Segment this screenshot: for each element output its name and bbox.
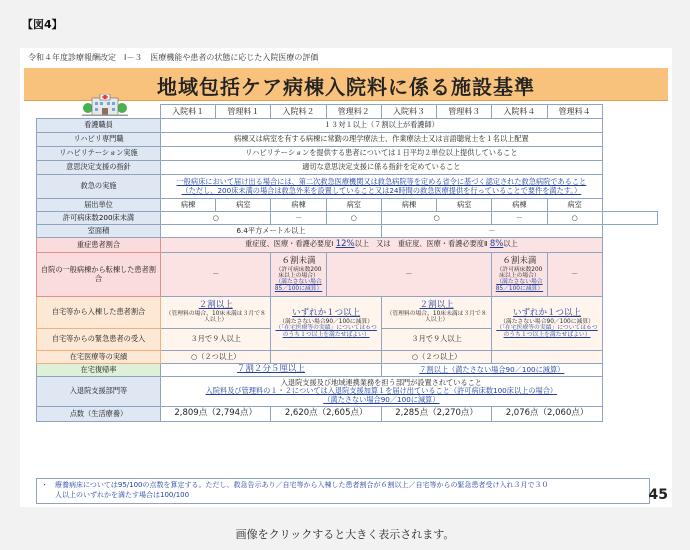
row-value xyxy=(161,175,603,199)
cell: － xyxy=(326,253,492,297)
cell: 病棟 xyxy=(381,199,436,212)
cell: 病室 xyxy=(216,199,271,212)
cell: ７割２分５厘以上 xyxy=(161,364,382,377)
cell: － xyxy=(271,212,326,225)
cell: ３月で９人以上 xyxy=(161,329,271,351)
table-row xyxy=(37,175,658,199)
row-label: 自院の一般病棟から転棟した患者割合 xyxy=(37,253,161,297)
cell: ○ xyxy=(547,212,602,225)
cell: － xyxy=(492,212,547,225)
table-row xyxy=(37,364,658,377)
cell: ２割以上 （管理料の場合、10床未満は３月で８人以上） xyxy=(381,297,491,329)
row-label: 看護職員 xyxy=(37,119,161,133)
transfer-box: ６割未満 （許可病床数200床以上の場合） （満たさない場合85／100に減算） xyxy=(492,253,547,297)
cell: 2,076点（2,060点） xyxy=(492,407,602,422)
cell: ○（２つ以上） xyxy=(161,351,271,364)
cell: ○ xyxy=(381,212,491,225)
footnote: ・ 療養病床については95/100の点数を算定する。ただし、救急告示あり／自宅等から入棟した患者割合が６割以上／自宅等からの緊急患者受け入れ３月で３０ 人以上のいずれかを満たす場合は100/100 xyxy=(36,478,650,504)
transfer-box: ６割未満 （許可病床数200床以上の場合） （満たさない場合85／100に減算） xyxy=(271,253,326,297)
row-value: １３対１以上（７割以上が看護師） xyxy=(161,119,603,133)
row-label: 点数（生活療養） xyxy=(37,407,161,422)
cell: 2,809点（2,794点） xyxy=(161,407,271,422)
severity-value-1: 12% xyxy=(335,239,355,250)
slide-header: 令和４年度診療報酬改定 Ⅰ－３ 医療機能や患者の状態に応じた入院医療の評価 xyxy=(28,53,319,62)
table-row xyxy=(37,133,658,147)
col-header: 管理料３ xyxy=(437,105,492,119)
cell: 2,285点（2,270点） xyxy=(381,407,491,422)
image-caption: 画像をクリックすると大きく表示されます。 xyxy=(235,528,455,541)
table-row xyxy=(37,407,658,422)
severity-value-2: 8% xyxy=(489,239,504,250)
col-header: 入院料３ xyxy=(381,105,436,119)
row-label: 在宅医療等の実績 xyxy=(37,351,161,364)
emergency-requirement: 一般病床において届け出る場合には、第二次救急医療機関又は救急病院等を定める省令に基づく認定された救急病院であること xyxy=(176,177,587,187)
cell: － xyxy=(381,225,602,238)
cell: ○ xyxy=(326,212,381,225)
col-header: 入院料１ xyxy=(161,105,216,119)
cell: 2,620点（2,605点） xyxy=(271,407,381,422)
row-label: 室面積 xyxy=(37,225,161,238)
either-box: いずれか１つ以上 （満たさない場合90／100に減算） （「在宅医療等の実績」については６つのうち１つ以上を満たせばよい） xyxy=(492,297,602,351)
criteria-table xyxy=(36,104,658,422)
cell: 病室 xyxy=(326,199,381,212)
row-label: 入退院支援部門等 xyxy=(37,377,161,407)
row-value: 病棟又は病室を有する病棟に常勤の理学療法士、作業療法士又は言語聴覚士を１名以上配置 xyxy=(161,133,603,147)
table-row xyxy=(37,225,658,238)
row-value: 重症度、医療・看護必要度Ⅰ 12%以上 又は 重症度、医療・看護必要度Ⅱ 8%以上 xyxy=(161,238,603,253)
cell: ○ xyxy=(161,212,271,225)
row-label: 重症患者割合 xyxy=(37,238,161,253)
table-row xyxy=(37,161,658,175)
col-header: 管理料１ xyxy=(216,105,271,119)
table-row xyxy=(37,297,658,329)
emergency-exception: （ただし、200床未満の場合は救急外来を設置していること又は24時間の救急医療提供を行っていることで要件を満たす。） xyxy=(181,185,582,195)
cell xyxy=(271,351,381,364)
table-row xyxy=(37,351,658,364)
cell: 6.4平方メートル以上 xyxy=(161,225,382,238)
cell: ２割以上 （管理料の場合、10床未満は３月で８人以上） xyxy=(161,297,271,329)
page-number: 45 xyxy=(648,487,668,503)
row-label: 自宅等から入棟した患者割合 xyxy=(37,297,161,329)
table-row xyxy=(37,147,658,161)
row-value: リハビリテーションを提供する患者については１日平均２単位以上提供していること xyxy=(161,147,603,161)
row-value: 適切な意思決定支援に係る指針を定めていること xyxy=(161,161,603,175)
cell: 病棟 xyxy=(271,199,326,212)
row-label: 許可病床数200床未満 xyxy=(37,212,161,225)
table-row xyxy=(37,377,658,407)
row-label: 救急の実施 xyxy=(37,175,161,199)
col-header: 入院料４ xyxy=(492,105,547,119)
row-label: 届出単位 xyxy=(37,199,161,212)
cell: 病棟 xyxy=(161,199,216,212)
table-row xyxy=(37,253,658,297)
table-row xyxy=(37,212,658,225)
slide-title: 地域包括ケア病棟入院料に係る施設基準 xyxy=(157,75,535,99)
slide-image[interactable] xyxy=(20,48,672,507)
cell: ７割以上（満たさない場合90／100に減算） xyxy=(381,364,602,377)
row-label: リハビリテーション実施 xyxy=(37,147,161,161)
col-header: 管理料４ xyxy=(547,105,602,119)
cell: 病棟 xyxy=(492,199,547,212)
column-header-row xyxy=(37,105,658,119)
cell: 病室 xyxy=(547,199,602,212)
table-row xyxy=(37,199,658,212)
cell: ３月で９人以上 xyxy=(381,329,491,351)
row-label: 自宅等からの緊急患者の受入 xyxy=(37,329,161,351)
figure-label: 【図4】 xyxy=(22,18,63,31)
col-header: 入院料２ xyxy=(271,105,326,119)
cell: ○（２つ以上） xyxy=(381,351,491,364)
either-box: いずれか１つ以上 （満たさない場合90／100に減算） （「在宅医療等の実績」については６つのうち１つ以上を満たせばよい） xyxy=(271,297,381,351)
cell xyxy=(602,212,657,225)
row-label: 意思決定支援の指針 xyxy=(37,161,161,175)
row-value: 入退院支援及び地域連携業務を担う部門が設置されていること 入院料及び管理料の１・２については入退院支援加算１を届け出ていること（許可病床数100床以上の場合） （満たさない場合90／100に減算） xyxy=(161,377,603,407)
table-row xyxy=(37,238,658,253)
row-label: リハビリ専門職 xyxy=(37,133,161,147)
table-row xyxy=(37,119,658,133)
row-label: 在宅復帰率 xyxy=(37,364,161,377)
cell: － xyxy=(547,253,602,297)
cell: － xyxy=(161,253,271,297)
cell xyxy=(492,351,602,364)
cell: 病室 xyxy=(437,199,492,212)
col-header: 管理料２ xyxy=(326,105,381,119)
